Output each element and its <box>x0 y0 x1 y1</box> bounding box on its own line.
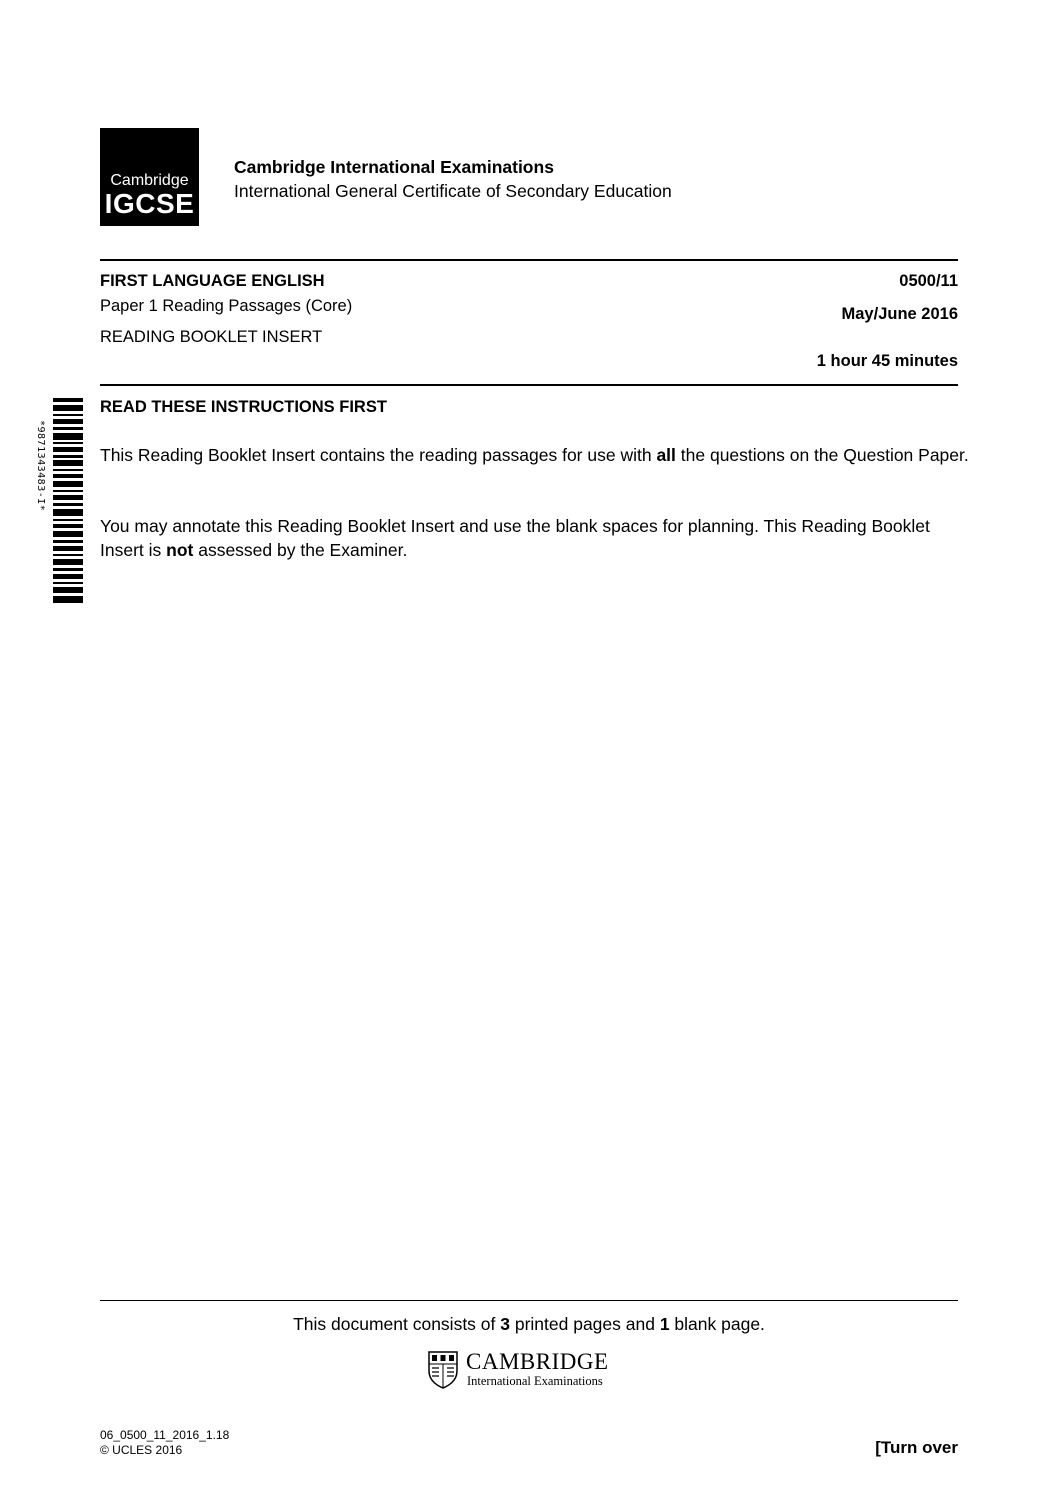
turn-over-label: [Turn over <box>875 1438 958 1457</box>
logo-line-cambridge: Cambridge <box>110 172 189 189</box>
instruction-1-text-b: the questions on the Question Paper. <box>675 445 969 465</box>
syllabus-code: 0500/11 <box>899 272 958 290</box>
printed-pages-count: 3 <box>500 1314 510 1334</box>
instructions-heading: READ THESE INSTRUCTIONS FIRST <box>100 398 387 416</box>
document-code: 06_0500_11_2016_1.18 <box>100 1428 230 1442</box>
barcode <box>53 398 83 603</box>
document-reference <box>100 1428 229 1458</box>
page-count-note <box>0 1314 1058 1335</box>
igcse-logo <box>100 128 199 226</box>
cambridge-wordmark: CAMBRIDGE <box>466 1349 609 1374</box>
barcode-text: *9871343483-I* <box>35 420 46 512</box>
instruction-1-text-a: This Reading Booklet Insert contains the reading passages for use with <box>100 445 657 465</box>
cambridge-crest-icon <box>428 1351 458 1389</box>
instruction-2-text-b: assessed by the Examiner. <box>193 540 408 560</box>
instruction-1-emphasis: all <box>656 445 676 465</box>
instruction-2-text-a: You may annotate this Reading Booklet Insert and use the blank spaces for planning. This Reading Booklet Insert is <box>100 516 930 560</box>
page-count-text-b: printed pages and <box>509 1314 660 1334</box>
logo-line-igcse: IGCSE <box>104 188 195 219</box>
page-count-text-c: blank page. <box>669 1314 765 1334</box>
exam-duration: 1 hour 45 minutes <box>816 352 958 370</box>
page-count-text-a: This document consists of <box>293 1314 501 1334</box>
cambridge-wordmark-subtitle: International Examinations <box>467 1374 603 1388</box>
exam-session: May/June 2016 <box>841 305 958 323</box>
header-divider <box>100 259 958 261</box>
org-title: Cambridge International Examinations <box>234 157 554 177</box>
instruction-2-emphasis: not <box>166 540 194 560</box>
copyright: © UCLES 2016 <box>100 1443 183 1457</box>
instruction-paragraph-2 <box>100 514 970 562</box>
org-subtitle: International General Certificate of Secondary Education <box>234 181 672 201</box>
booklet-type: READING BOOKLET INSERT <box>100 328 323 346</box>
footer-divider <box>100 1300 958 1301</box>
paper-name: Paper 1 Reading Passages (Core) <box>100 297 353 315</box>
info-divider <box>100 384 958 386</box>
subject-title: FIRST LANGUAGE ENGLISH <box>100 272 325 290</box>
blank-pages-count: 1 <box>659 1314 670 1334</box>
instruction-paragraph-1 <box>100 443 970 467</box>
